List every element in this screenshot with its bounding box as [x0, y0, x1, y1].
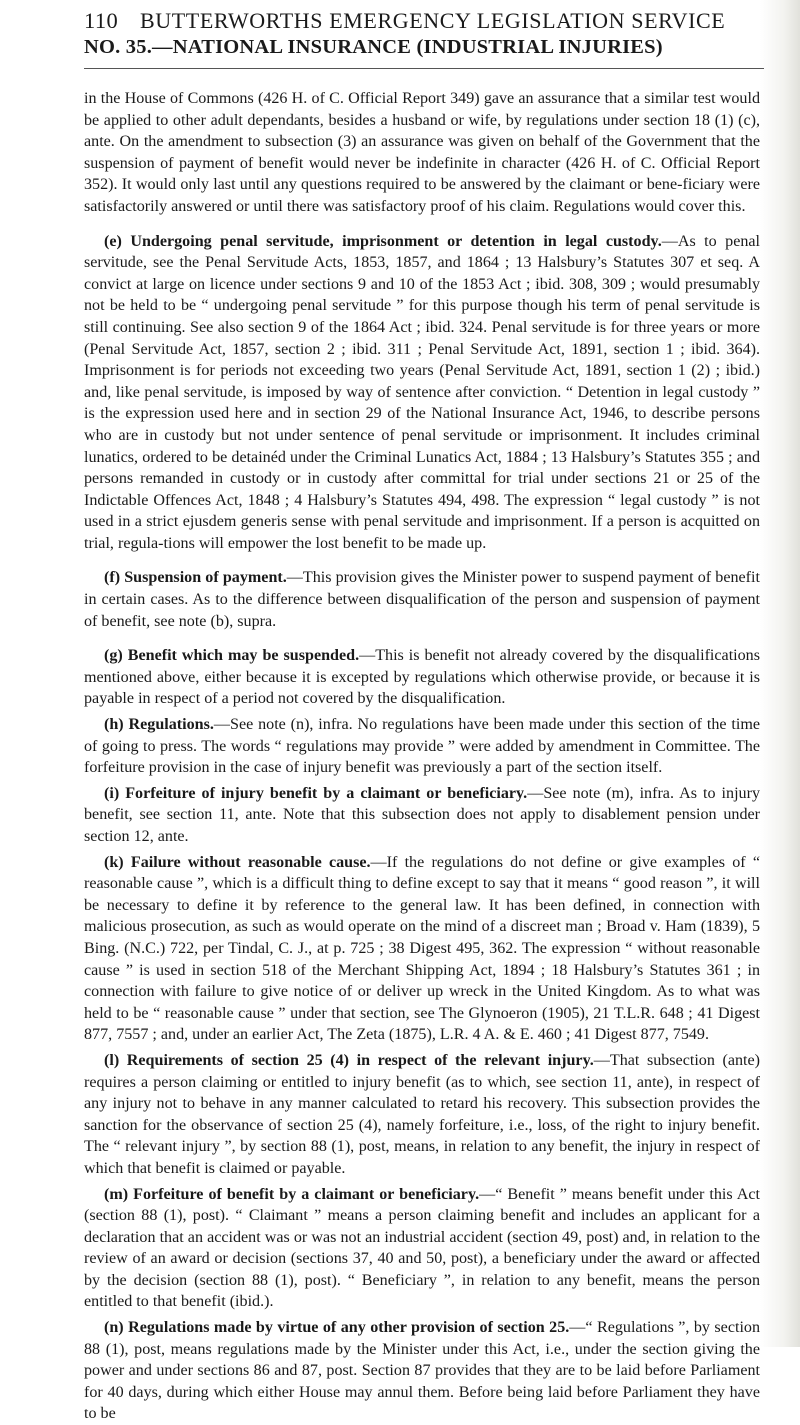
note-h: [84, 714, 760, 779]
note-heading: (f) Suspension of payment.: [104, 569, 287, 587]
note-text: —This provision gives the Minister power to suspend payment of benefit in certain cases. As to the difference between disqualification of the person and suspension of payment of benefit, see note (b), supra.: [84, 569, 760, 630]
section-subtitle: NO. 35.—NATIONAL INSURANCE (INDUSTRIAL INJURIES): [84, 36, 663, 58]
note-heading: (g) Benefit which may be suspended.: [104, 647, 360, 665]
note-n: [84, 1317, 760, 1425]
note-text: —“ Regulations ”, by section 88 (1), post, means regulations made by the Minister under this Act, i.e., under the section giving the power and under sections 86 and 87, post. Section 87 provides that they are to be laid before Parliament for 40 days, during which either House may annul them. Before being laid before Parliament they have to be: [84, 1319, 761, 1423]
note-heading: (l) Requirements of section 25 (4) in respect of the relevant injury.: [104, 1051, 594, 1069]
page-header: [84, 8, 784, 60]
paragraph-text: in the House of Commons (426 H. of C. Official Report 349) gave an assurance that a similar test would be applied to other adult dependants, besides a husband or wife, by regulations under section 18 (1) (c), ante. On the amendment to subsection (3) an assurance was given on behalf of the Government that the suspension of payment of benefit would never be indefinite in character (426 H. of C. Official Report 352). It would only last until any questions required to be answered by the claimant or bene-ficiary were satisfactorily answered or until there was satisfactory proof of his claim. Regulations would cover this.: [84, 90, 760, 215]
note-l: [84, 1050, 760, 1180]
header-rule: [84, 68, 764, 69]
note-text: —“ Benefit ” means benefit under this Act (section 88 (1), post). “ Claimant ” means a person claiming benefit and includes an applicant for a declaration that an accident was or was not an industrial accident (section 49, post) and, in relation to the review of an award or decision (sections 37, 40 and 50, post), a beneficiary under the award or affected by the decision (section 88 (1), post). “ Beneficiary ”, in relation to any benefit, means the person entitled to that benefit (ibid.).: [84, 1185, 760, 1311]
note-e: [84, 231, 760, 555]
note-text: —If the regulations do not define or give examples of “ reasonable cause ”, which is a difficult thing to define except to say that it means “ good reason ”, it will be necessary to define it by reference to the general law. It has been defined, in connection with malicious prosecution, as such as would operate on the mind of a discreet man ; Broad v. Ham (1839), 5 Bing. (N.C.) 722, per Tindal, C. J., at p. 725 ; 38 Digest 495, 362. The expression “ without reasonable cause ” is used in section 518 of the Merchant Shipping Act, 1894 ; 18 Halsbury’s Statutes 361 ; in connection with failure to give notice of or deliver up wreck in the United Kingdom. As to what was held to be “ reasonable cause ” under that section, see The Glynoeron (1905), 21 T.L.R. 648 ; 41 Digest 877, 7557 ; and, under an earlier Act, The Zeta (1875), L.R. 4 A. & E. 460 ; 41 Digest 877, 7549.: [84, 853, 760, 1044]
note-i: [84, 783, 760, 848]
note-heading: (e) Undergoing penal servitude, imprisonment or detention in legal custody.: [104, 232, 662, 250]
note-text: —This is benefit not already covered by the disqualifications mentioned above, either because it is excepted by regulations which otherwise provide, or because it is payable in respect of a period not covered by the disqualification.: [84, 647, 760, 708]
note-heading: (k) Failure without reasonable cause.: [104, 853, 371, 871]
header-line: [84, 8, 784, 34]
note-m: [84, 1184, 760, 1314]
note-k: [84, 852, 760, 1046]
note-g: [84, 645, 760, 710]
running-title: BUTTERWORTHS EMERGENCY LEGISLATION SERVICE: [140, 8, 726, 33]
page-number: 110: [84, 8, 119, 33]
note-heading: (m) Forfeiture of benefit by a claimant or beneficiary.: [104, 1185, 480, 1203]
paragraph-continuation: [84, 88, 760, 218]
note-text: —That subsection (ante) requires a person claiming or entitled to injury benefit (as to which, see section 11, ante), in respect of any injury not to behave in any manner calculated to retard his recovery. This subsection provides the sanction for the observance of section 25 (4), namely forfeiture, i.e., loss, of the right to injury benefit. The “ relevant injury ”, by section 88 (1), post, means, in relation to any benefit, the injury in respect of which that benefit is claimed or payable.: [84, 1051, 760, 1177]
note-text: —See note (m), infra. As to injury benefit, see section 11, ante. Note that this subsection does not apply to disablement pension under section 12, ante.: [84, 784, 760, 845]
note-text: —As to penal servitude, see the Penal Servitude Acts, 1853, 1857, and 1864 ; 13 Halsbury’s Statutes 307 et seq. A convict at large on licence under sections 9 and 10 of the 1853 Act ; ibid. 308, 309 ; would presumably not be held to be “ undergoing penal servitude ” for this purpose though his term of penal servitude is still continuing. See also section 9 of the 1864 Act ; ibid. 324. Penal servitude is for three years or more (Penal Servitude Act, 1857, section 2 ; ibid. 311 ; Penal Servitude Act, 1891, section 1 ; ibid. 364). Imprisonment is for periods not exceeding two years (Penal Servitude Act, 1891, section 1 (2) ; ibid.) and, like penal servitude, is imposed by way of sentence after conviction. “ Detention in legal custody ” is the expression used here and in section 29 of the National Insurance Act, 1946, to describe persons who are in custody but not under sentence of penal servitude or imprisonment. It includes criminal lunatics, ordered to be detainéd under the Criminal Lunatics Act, 1884 ; 13 Halsbury’s Statutes 355 ; and persons remanded in custody or in custody after committal for trial under sections 21 or 25 of the Indictable Offences Act, 1848 ; 4 Halsbury’s Statutes 494, 498. The expression “ legal custody ” is not used in a strict ejusdem generis sense with penal servitude and imprisonment. If a person is acquitted on trial, regula-tions will empower the lost benefit to be made up.: [84, 232, 760, 552]
note-f: [84, 567, 760, 632]
note-heading: (i) Forfeiture of injury benefit by a claimant or beneficiary.: [104, 784, 528, 802]
note-heading: (n) Regulations made by virtue of any other provision of section 25.: [104, 1319, 570, 1337]
note-heading: (h) Regulations.: [104, 716, 214, 734]
page-edge-shadow: [760, 0, 800, 1347]
body-text: [84, 88, 760, 1425]
note-text: —See note (n), infra. No regulations have been made under this section of the time of going to press. The words “ regulations may provide ” were added by amendment in Committee. The forfeiture provision in the case of injury benefit was previously a part of the section itself.: [84, 716, 760, 777]
